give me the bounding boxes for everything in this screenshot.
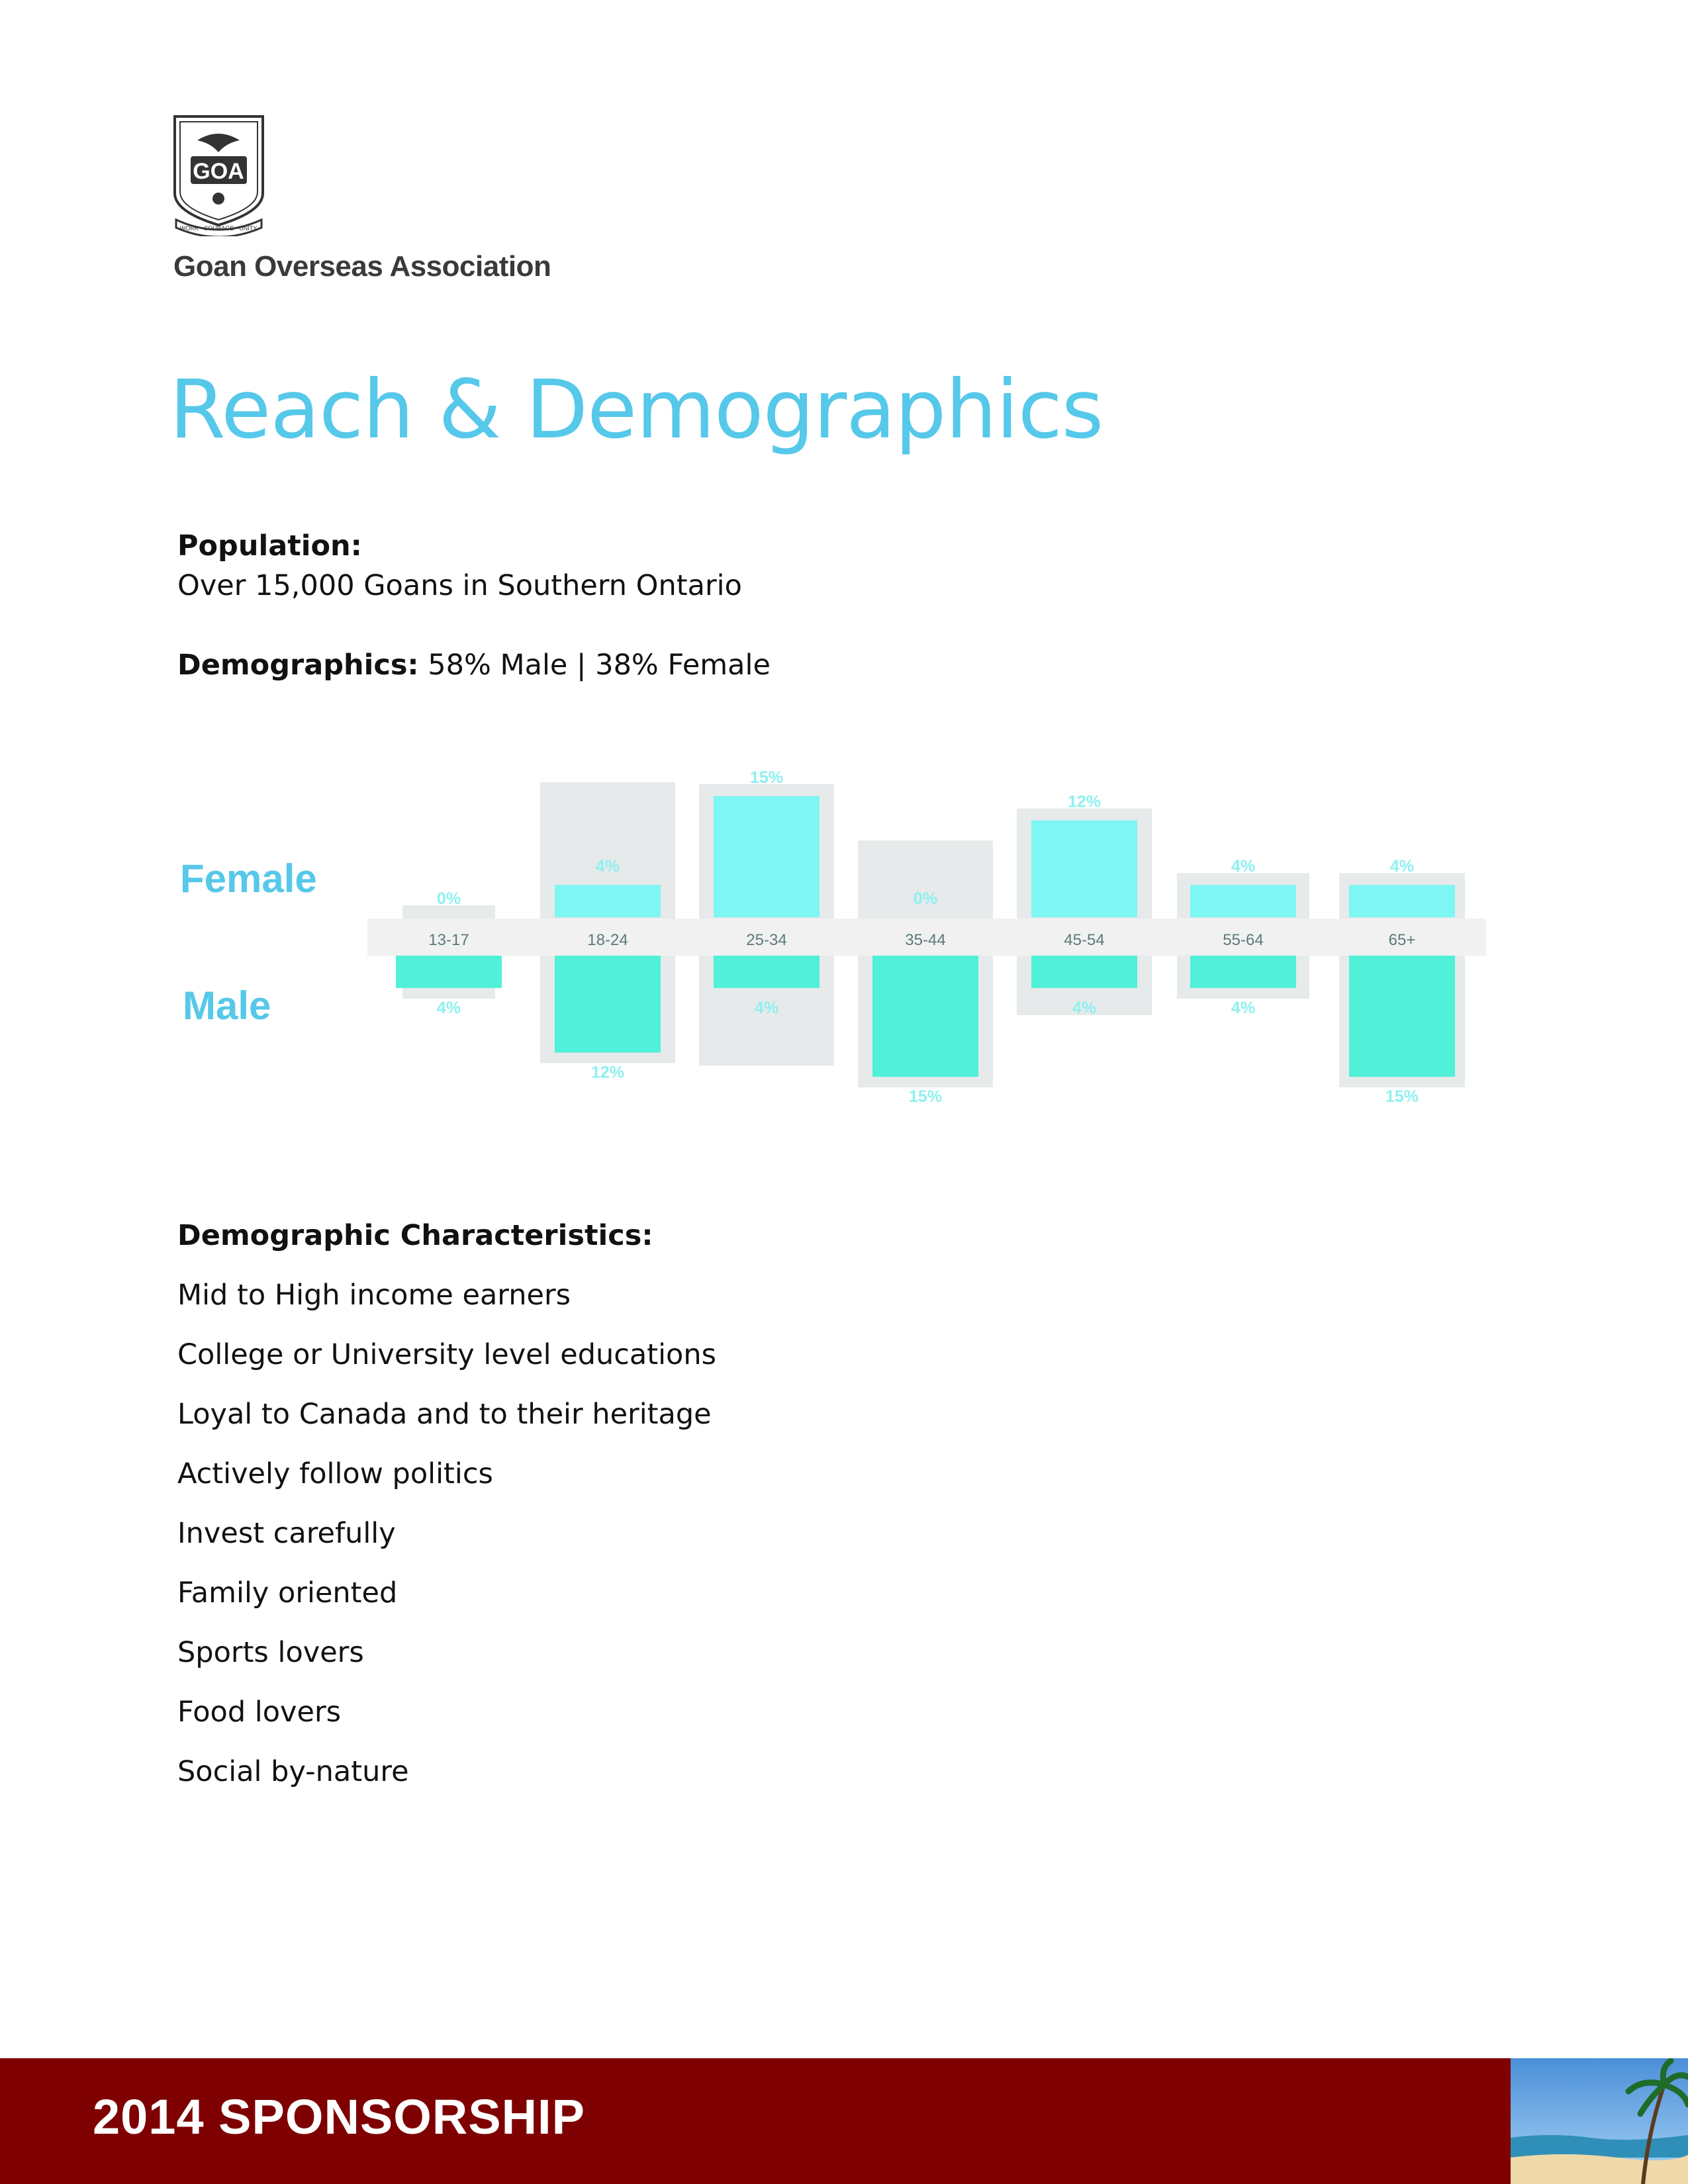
- category-label: 55-64: [1223, 931, 1264, 949]
- characteristic-item: Mid to High income earners: [177, 1279, 571, 1312]
- page-title: Reach & Demographics: [169, 363, 1103, 457]
- female-bar: [555, 885, 661, 917]
- male-bar: [1190, 956, 1296, 988]
- male-value-label: 12%: [590, 1063, 625, 1082]
- population-label: Population:: [177, 529, 362, 563]
- female-value-label: 0%: [913, 889, 938, 908]
- female-value-label: 4%: [1231, 857, 1256, 876]
- female-value-label: 12%: [1067, 792, 1102, 811]
- male-value-label: 4%: [1231, 998, 1256, 1017]
- characteristic-item: Loyal to Canada and to their heritage: [177, 1398, 712, 1431]
- female-value-label: 15%: [749, 768, 784, 787]
- beach-photo: [1511, 2058, 1688, 2184]
- female-bar: [1349, 885, 1455, 917]
- category-label: 45-54: [1064, 931, 1105, 949]
- male-value-label: 15%: [1385, 1087, 1419, 1106]
- female-value-label: 0%: [436, 889, 461, 908]
- footer-title: 2014 SPONSORSHIP: [93, 2089, 585, 2144]
- demographics-line: [177, 649, 771, 682]
- characteristics-title: Demographic Characteristics:: [177, 1219, 653, 1252]
- female-bar: [714, 796, 820, 917]
- male-bar: [555, 956, 661, 1052]
- logo-motto: WORK · COURAGE · UNITY: [179, 225, 258, 232]
- male-value-label: 4%: [1072, 998, 1097, 1017]
- characteristic-item: Family oriented: [177, 1576, 398, 1610]
- characteristic-item: Food lovers: [177, 1696, 342, 1729]
- category-label: 65+: [1388, 931, 1416, 949]
- male-bar: [714, 956, 820, 988]
- category-label: 18-24: [587, 931, 628, 949]
- legend-male: Male: [183, 983, 271, 1028]
- characteristic-item: College or University level educations: [177, 1338, 717, 1371]
- male-bar: [872, 956, 978, 1077]
- male-value-label: 15%: [908, 1087, 943, 1106]
- category-label: 25-34: [746, 931, 787, 949]
- population-value: Over 15,000 Goans in Southern Ontario: [177, 569, 742, 602]
- characteristic-item: Sports lovers: [177, 1636, 364, 1669]
- male-value-label: 4%: [754, 998, 779, 1017]
- footer-banner: [0, 2058, 1688, 2184]
- male-bar: [1349, 956, 1455, 1077]
- female-value-label: 4%: [1389, 857, 1415, 876]
- legend-female: Female: [180, 856, 317, 901]
- logo-text: GOA: [193, 159, 244, 184]
- female-bar: [1190, 885, 1296, 917]
- male-bar: [396, 956, 502, 988]
- male-bar: [1031, 956, 1137, 988]
- demographics-value: 58% Male | 38% Female: [418, 649, 771, 682]
- category-label: 13-17: [428, 931, 469, 949]
- goa-crest-logo: [171, 114, 267, 236]
- female-bar: [1031, 821, 1137, 917]
- org-name: Goan Overseas Association: [173, 250, 551, 283]
- male-value-label: 4%: [436, 998, 461, 1017]
- demographics-label: Demographics:: [177, 649, 419, 682]
- female-value-label: 4%: [595, 857, 620, 876]
- characteristic-item: Invest carefully: [177, 1517, 396, 1550]
- age-gender-chart: [165, 748, 1503, 1125]
- characteristic-item: Actively follow politics: [177, 1457, 493, 1490]
- category-label: 35-44: [905, 931, 946, 949]
- characteristic-item: Social by-nature: [177, 1755, 409, 1788]
